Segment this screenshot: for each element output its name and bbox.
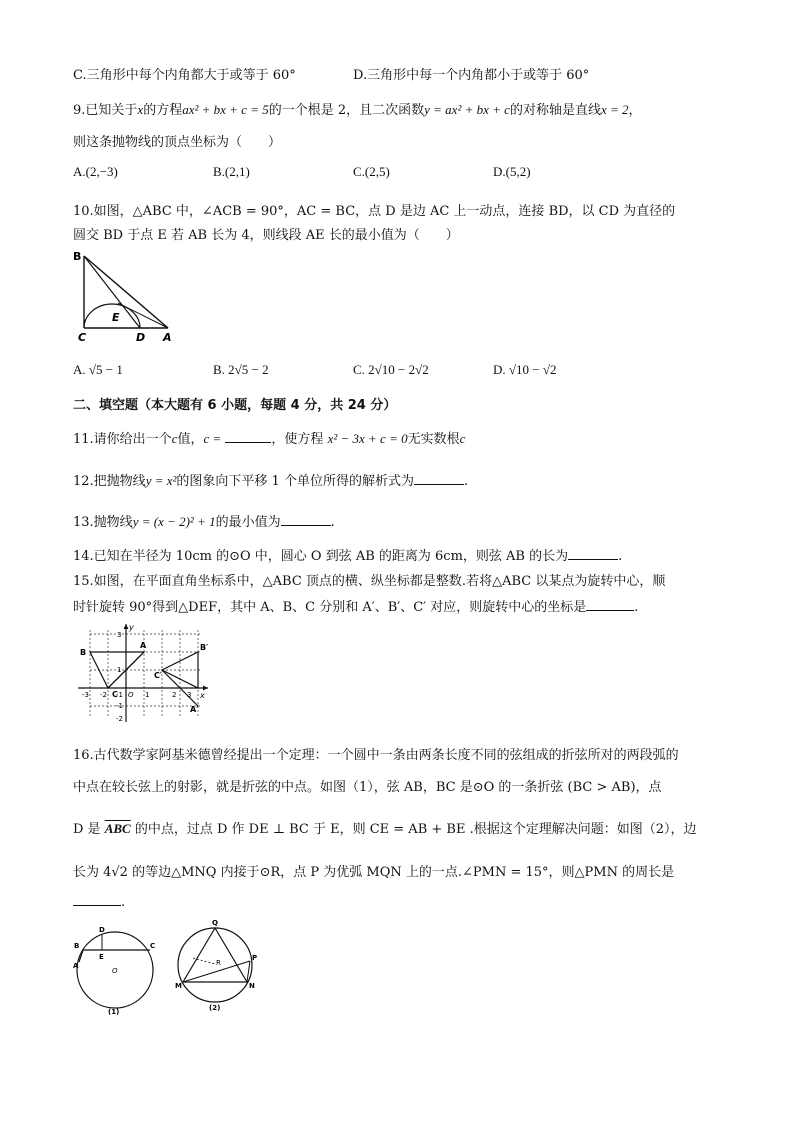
q16-fig2-label-m: M [175, 982, 182, 990]
q10-line2: 圆交 BD 于点 E 若 AB 长为 4，则线段 AE 长的最小值为（ ） [73, 228, 459, 243]
q15-line2: 时针旋转 90°得到△DEF，其中 A、B、C 分别和 A′、B′、C′ 对应，则旋转中心的坐标是 . [73, 600, 639, 615]
q16-fig2-circle [178, 928, 252, 1002]
q14-stem: 14.已知在半径为 10cm 的⊙O 中，圆心 O 到弦 AB 的距离为 6cm，则弦 AB 的长为 . [73, 549, 623, 564]
q16-fig1-label-b: B [74, 942, 80, 950]
q16-line2: 中点在较长弦上的射影，就是折弦的中点。如图（1），弦 AB，BC 是⊙O 的一条折弦 (BC > AB)，点 [73, 780, 662, 795]
q15-label-a: A [140, 641, 147, 650]
q15-line1: 15.如图，在平面直角坐标系中，△ABC 顶点的横、纵坐标都是整数.若将△ABC 以某点为旋转中心，顺 [73, 574, 666, 589]
q16-figure-2 [175, 919, 257, 1012]
q16-fig1-label-d: D [99, 926, 105, 934]
q16-fig1-label-c: C [150, 942, 156, 950]
q16-line3: D 是 $\overline{ABC}$ 的中点，过点 D 作 DE ⊥ BC 于 E，则 CE = AB + BE .根据这个定理解决问题：如图（2），边 [73, 821, 697, 837]
q16-fig2-caption: (2) [209, 1004, 221, 1012]
q15-tick-x2: 2 [172, 691, 177, 699]
q15-label-b-prime: B′ [200, 643, 209, 652]
q13-stem: 13.抛物线y = (x − 2)² + 1的最小值为 . [73, 514, 335, 530]
q16-fig1-caption: (1) [108, 1008, 120, 1016]
q10-option-c: C. 2√10 − 2√2 [353, 362, 429, 377]
q15-y-arrow [124, 624, 129, 629]
q15-tick-y1: 1 [117, 666, 122, 674]
q9-stem: 9.已知关于x的方程ax² + bx + c = 5的一个根是 2，且二次函数y = ax² + bx + c的对称轴是直线x = 2， [73, 102, 642, 118]
q10-label-c: C [78, 331, 87, 344]
q15-grid-figure [72, 620, 212, 728]
q15-tick-ym2: -2 [116, 715, 123, 723]
q11-equation: x² − 3x + c = 0 [327, 431, 408, 446]
q15-tick-x1: 1 [145, 691, 150, 699]
q15-tick-xm1: -1 [116, 691, 123, 699]
q15-tick-ym1: -1 [116, 702, 123, 710]
q16-answer: . [73, 895, 125, 910]
q10-label-a: A [163, 331, 172, 344]
q9-line2: 则这条抛物线的顶点坐标为（ ） [73, 135, 282, 150]
q15-label-b: B [80, 648, 87, 657]
section-heading: 二、填空题（本大题有 6 小题，每题 4 分，共 24 分） [73, 398, 397, 413]
q10-option-d: D. √10 − √2 [493, 362, 557, 377]
q15-x-arrow [203, 686, 208, 691]
q10-label-d: D [136, 331, 146, 344]
q16-fig1-label-o: O [112, 967, 118, 975]
q12-stem: 12.把抛物线y = x²的图象向下平移 1 个单位所得的解析式为 . [73, 473, 469, 489]
q11-stem: 11.请你给出一个c值，c = ，使方程 x² − 3x + c = 0无实数根c [73, 431, 466, 447]
q16-figure-1 [73, 926, 155, 1016]
q15-origin: O [128, 691, 134, 699]
q12-equation: y = x² [145, 473, 177, 488]
q8-option-c: C.三角形中每个内角都大于或等于 60° [73, 68, 296, 83]
q15-label-y: y [129, 623, 134, 632]
q16-arc-abc: $\overline{ABC}$ [104, 821, 131, 836]
q15-tick-xm3: -3 [82, 691, 89, 699]
q12-answer-blank[interactable] [414, 483, 464, 485]
q9-option-b: B.(2,1) [213, 164, 250, 179]
q10-side-ab [84, 256, 168, 328]
q16-line1: 16.古代数学家阿基米德曾经提出一个定理：一个圆中一条由两条长度不同的弦组成的折弦所对的两段弧的 [73, 748, 679, 763]
q9-axis: x = 2 [600, 102, 629, 117]
q16-fig1-label-e: E [99, 953, 104, 961]
q13-equation: y = (x − 2)² + 1 [132, 514, 216, 529]
q10-figure [70, 248, 180, 344]
q9-option-d: D.(5,2) [493, 164, 531, 179]
q10-label-b: B [73, 250, 82, 263]
q15-label-c-prime: C′ [154, 671, 162, 680]
q13-answer-blank[interactable] [281, 524, 331, 526]
q16-figures [70, 918, 270, 1016]
q10-option-a: A. √5 − 1 [73, 362, 123, 377]
q15-answer-blank[interactable] [586, 609, 634, 611]
q11-answer-blank[interactable] [225, 441, 271, 443]
q15-label-c: C [112, 690, 118, 699]
q14-answer-blank[interactable] [568, 558, 618, 560]
q8-option-d: D.三角形中每一个内角都小于或等于 60° [353, 68, 590, 83]
q9-option-c: C.(2,5) [353, 164, 390, 179]
q16-answer-blank[interactable] [73, 904, 121, 906]
q16-fig2-label-q: Q [212, 919, 218, 927]
q9-function: y = ax² + bx + c [424, 102, 510, 117]
q15-label-x: x [200, 691, 205, 700]
q15-label-a-prime: A′ [190, 705, 199, 714]
q10-line1: 10.如图，△ABC 中，∠ACB = 90°，AC = BC，点 D 是边 AC 上一动点，连接 BD，以 CD 为直径的 [73, 204, 676, 219]
q10-option-b: B. 2√5 − 2 [213, 362, 269, 377]
q16-fig2-label-p: P [252, 954, 258, 962]
q9-option-a: A.(2,−3) [73, 164, 118, 179]
q15-tick-xm2: -2 [100, 691, 107, 699]
q16-line4: 长为 4√2 的等边△MNQ 内接于⊙R，点 P 为优弧 MQN 上的一点.∠PMN = 15°，则△PMN 的周长是 [73, 865, 675, 880]
q16-fig1-label-a: A [73, 962, 79, 970]
q10-label-e: E [112, 311, 120, 324]
q9-equation: ax² + bx + c = 5 [182, 102, 269, 117]
q16-fig2-label-n: N [249, 982, 255, 990]
q15-tick-y3: 3 [117, 631, 122, 639]
q16-fig2-label-r: R [216, 959, 221, 967]
q15-tick-x3: 3 [187, 691, 192, 699]
